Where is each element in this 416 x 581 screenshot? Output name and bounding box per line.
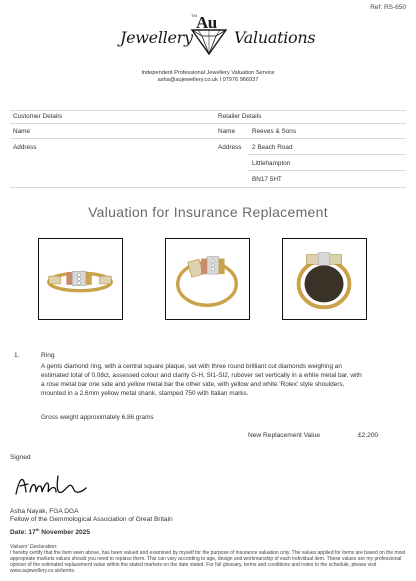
retailer-name-value: Reeves & Sons bbox=[252, 128, 297, 135]
trademark-mark: TM bbox=[191, 13, 197, 18]
date-rest: November 2025 bbox=[39, 529, 91, 537]
gross-weight: Gross weight approximately 6.86 grams bbox=[41, 414, 154, 421]
ring-back-image bbox=[283, 239, 366, 319]
handwritten-signature bbox=[12, 466, 92, 502]
customer-details-title: Customer Details bbox=[13, 113, 63, 120]
retailer-address-label: Address bbox=[218, 144, 242, 151]
retailer-address-line-3: BN17 5HT bbox=[252, 176, 282, 183]
ring-photo-angle bbox=[165, 238, 250, 320]
declaration-text: I hereby certify that the item seen above, has been valued and examined by myself for the purpose of insurance valuation only. The values applied for items are based on the most appropriate markets values should you need to replace them. This can vary according to age, design and workmanship of each individual item. These values are my professional opinion of the estimated replacement value within the stated markets on the date stated. For full glossary, terms and conditions and notes to the schedule, please visit www.aujewellery.co.uk/terms. bbox=[10, 550, 406, 574]
customer-name-label: Name bbox=[13, 128, 31, 135]
replacement-value: £2,200 bbox=[358, 432, 379, 439]
signer-title: Fellow of the Gemmological Association of Great Britain bbox=[10, 516, 173, 523]
document-heading: Valuation for Insurance Replacement bbox=[88, 204, 328, 220]
logo-valuations-text: Valuations bbox=[234, 28, 316, 47]
declaration-label: Valuers' Declaration: bbox=[10, 544, 58, 550]
logo-jewellery-text: Jewellery bbox=[120, 28, 193, 47]
reference-number: Ref: RS-650 bbox=[370, 4, 406, 11]
ring-angle-image bbox=[166, 239, 249, 319]
item-title: Ring bbox=[41, 352, 55, 359]
signer-name: Asha Nayak, FGA DGA bbox=[10, 508, 79, 515]
service-tagline: Independent Professional Jewellery Valuation Service bbox=[141, 70, 275, 76]
item-number: 1. bbox=[14, 352, 20, 359]
ring-photo-front bbox=[38, 238, 123, 320]
divider bbox=[248, 154, 406, 155]
divider bbox=[10, 123, 406, 124]
signed-label: Signed bbox=[10, 454, 31, 461]
retailer-details-title: Retailer Details bbox=[218, 113, 262, 120]
divider bbox=[10, 138, 406, 139]
date-prefix: Date: 17 bbox=[10, 529, 36, 537]
replacement-value-label: New Replacement Value bbox=[248, 432, 321, 439]
retailer-name-label: Name bbox=[218, 128, 236, 135]
ring-front-image bbox=[39, 239, 122, 319]
valuation-date bbox=[10, 527, 90, 536]
divider bbox=[10, 187, 406, 188]
customer-address-label: Address bbox=[13, 144, 37, 151]
item-description: A gents diamond ring, with a central square plaque, set with three round brilliant cut diamonds weighing an estimated total of 0.08ct, assessed colour and clarity G-H, SI1-SI2, rubover set vertically in a white metal bar, with a rose metal bar one side and yellow metal bar the other side, with yellow and white 'Rolex' style shoulders, mounted in a 2.6mm yellow metal shank, stamped 750 with Italian marks. bbox=[41, 363, 362, 397]
logo-au-text: Au bbox=[196, 13, 217, 32]
divider bbox=[10, 110, 406, 111]
contact-line: asha@aujewellery.co.uk I 07976 966937 bbox=[157, 77, 259, 83]
date-suffix: th bbox=[35, 527, 40, 532]
ring-photo-back bbox=[282, 238, 367, 320]
retailer-address-line-1: 2 Beach Road bbox=[252, 144, 293, 151]
divider bbox=[248, 170, 406, 171]
retailer-address-line-2: Littlehampton bbox=[252, 160, 291, 167]
